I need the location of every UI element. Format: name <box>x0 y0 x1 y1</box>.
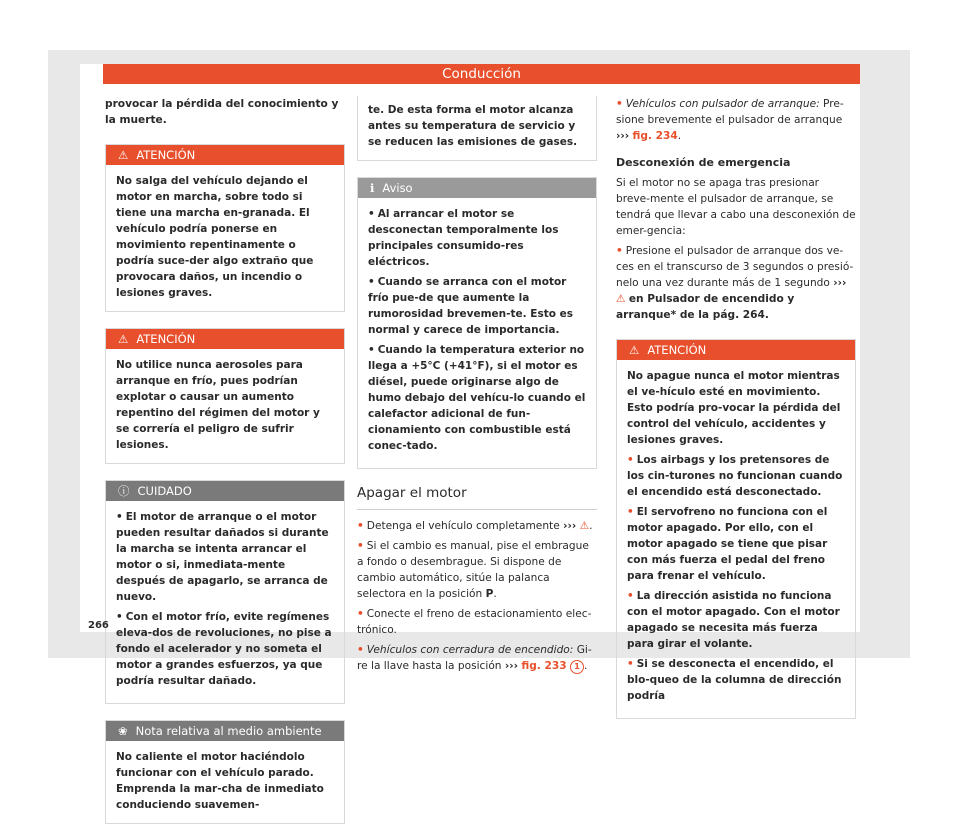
figure-link[interactable]: fig. 233 <box>521 660 567 672</box>
warning-icon: ⚠ <box>118 332 129 346</box>
leaf-icon: ❀ <box>118 724 128 738</box>
cuidado-body <box>106 501 344 703</box>
column-1 <box>105 96 345 824</box>
list-item: • La dirección asistida no funciona con el motor apagado. Con el motor apagado se necesita más fuerza para girar el volante. <box>627 590 840 650</box>
atencion-header <box>106 145 344 165</box>
ambiente-title: Nota relativa al medio ambiente <box>135 724 322 738</box>
list-item: • Si se desconecta el encendido, el blo-queo de la columna de dirección podría <box>627 658 842 702</box>
ambiente-header <box>106 721 344 741</box>
atencion-text: No utilice nunca aerosoles para arranque en frío, pues podrían explotar o causar un aumento repentino del régimen del motor y se correría el peligro de sufrir lesiones. <box>116 359 320 451</box>
atencion-title: ATENCIÓN <box>136 332 196 346</box>
list-item: • Conecte el freno de estacionamiento elec-trónico. <box>357 608 592 636</box>
section-header: Conducción <box>103 64 860 84</box>
warning-icon: ⚠ <box>118 148 129 162</box>
list-item: • Si el cambio es manual, pise el embrague a fondo o desembrague. Si dispone de cambio automático, sitúe la palanca selectora en la posición P. <box>357 540 589 600</box>
column-2 <box>357 96 597 674</box>
warning-icon: ⚠ <box>579 520 590 532</box>
atencion-text: No salga del vehículo dejando el motor en marcha, sobre todo si tiene una marcha en-granada. El vehículo podría ponerse en movimiento repentinamente o podría suce-der algo extraño que provocara daños, un incendio o lesiones graves. <box>116 175 314 299</box>
list-item: • Presione el pulsador de arranque dos ve-ces en el transcurso de 3 segundos o presió-nelo una vez durante más de 1 segundo ››› ⚠ en Pulsador de encendido y arranque* de la pág. 264. <box>616 245 854 321</box>
list-item: • Los airbags y los pretensores de los cin-turones no funcionan cuando el encendido está desconectado. <box>627 454 843 498</box>
list-item: • El motor de arranque o el motor pueden resultar dañados si durante la marcha se intenta arrancar el motor o si, inmediata-mente después de apagarlo, se arranca de nuevo. <box>116 511 329 603</box>
ambiente-box <box>105 720 345 824</box>
atencion-intro: No apague nunca el motor mientras el ve-hículo esté en movimiento. Esto podría pro-vocar la pérdida del control del vehículo, accidentes y lesiones graves. <box>627 370 841 446</box>
atencion-box-1 <box>105 144 345 312</box>
page-reference[interactable]: en Pulsador de encendido y arranque* de la pág. 264. <box>616 293 795 321</box>
warning-icon: ⚠ <box>616 293 626 305</box>
cuidado-header <box>106 481 344 501</box>
aviso-box <box>357 177 597 469</box>
warning-icon: ⚠ <box>629 343 640 357</box>
atencion-header <box>106 329 344 349</box>
callout-number: 1 <box>570 660 584 674</box>
list-item: • Cuando se arranca con el motor frío pue-de que aumente la rumorosidad brevemen-te. Esto es normal y carece de importancia. <box>368 276 573 336</box>
subsection-title: Desconexión de emergencia <box>616 156 791 169</box>
atencion-body <box>617 360 855 718</box>
list-item: • El servofreno no funciona con el motor apagado. Por ello, con el motor apagado se tiene que pisar con más fuerza el pedal del freno para frenar el vehículo. <box>627 506 828 582</box>
info-circle-icon: ⓘ <box>118 484 130 498</box>
figure-link[interactable]: fig. 234 <box>632 130 678 142</box>
intro-text: provocar la pérdida del conocimiento y la muerte. <box>105 98 339 126</box>
ambiente-text: No caliente el motor haciéndolo funcionar con el vehículo parado. Emprenda la mar-cha de inmediato conduciendo suavemen- <box>116 751 324 811</box>
section-title: Apagar el motor <box>357 485 597 510</box>
aviso-title: Aviso <box>382 181 413 195</box>
continued-text: te. De esta forma el motor alcanza antes su temperatura de servicio y se reducen las emisiones de gases. <box>368 104 578 148</box>
atencion-title: ATENCIÓN <box>136 148 196 162</box>
list-item: • Al arrancar el motor se desconectan temporalmente los principales consumido-res eléctricos. <box>368 208 559 268</box>
cuidado-title: CUIDADO <box>137 484 192 498</box>
cuidado-box <box>105 480 345 704</box>
atencion-header <box>617 340 855 360</box>
continued-box <box>357 96 597 161</box>
column-3 <box>616 96 856 719</box>
list-item: • Vehículos con pulsador de arranque: Pre-sione brevemente el pulsador de arranque ››› fig. 234. <box>616 98 844 142</box>
list-item: • Vehículos con cerradura de encendido: Gi-re la llave hasta la posición ››› fig. 233 1 . <box>357 644 592 672</box>
list-item: • Cuando la temperatura exterior no llega a +5°C (+41°F), si el motor es diésel, puede originarse algo de humo debajo del vehícu-lo cuando el calefactor adicional de fun-cionamiento con combustible está conec-tado. <box>368 344 586 452</box>
page-number: 266 <box>88 620 109 631</box>
atencion-box-3 <box>616 339 856 719</box>
atencion-box-2 <box>105 328 345 464</box>
paragraph: Si el motor no se apaga tras presionar breve-mente el pulsador de arranque, se tendrá que llevar a cabo una desconexión de emer-gencia: <box>616 177 856 237</box>
list-item: • Con el motor frío, evite regímenes eleva-dos de revoluciones, no pise a fondo el acelerador y no someta el motor a grandes esfuerzos, ya que podría resultar dañado. <box>116 611 332 687</box>
aviso-body <box>358 198 596 468</box>
list-item: • Detenga el vehículo completamente ››› ⚠. <box>357 520 593 532</box>
atencion-title: ATENCIÓN <box>647 343 707 357</box>
aviso-header <box>358 178 596 198</box>
info-icon: ℹ <box>370 181 375 195</box>
